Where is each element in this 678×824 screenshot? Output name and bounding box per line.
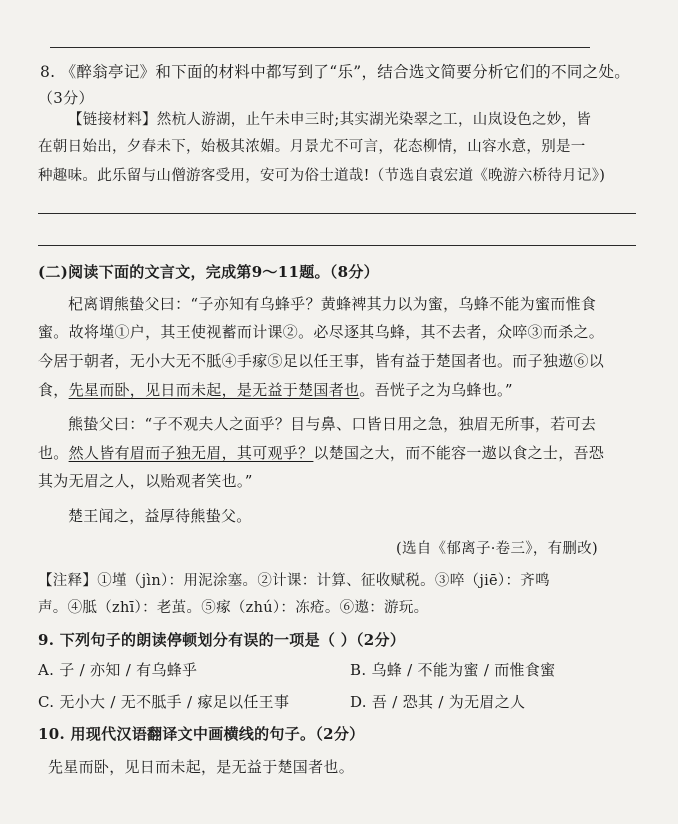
q9-stem: 9. 下列句子的朗读停顿划分有误的一项是（ ）（2分） <box>38 631 406 649</box>
q10-sentence: 先星而卧，见日而未起，是无益于楚国者也。 <box>48 758 355 776</box>
top-rule <box>50 47 590 48</box>
underlined-sentence-2: 然人皆有眉而子独无眉，其可观乎？ <box>68 444 314 462</box>
passage-p1-line-1: 杞离谓熊蛰父曰：“子亦知有乌蜂乎？黄蜂裨其力以为蜜，乌蜂不能为蜜而惟食 <box>68 295 597 313</box>
passage-p3: 楚王闻之，益厚待熊蛰父。 <box>68 507 252 525</box>
notes-line-2: 声。④胝（zhī）：老茧。⑤瘃（zhú）：冻疮。⑥遨：游玩。 <box>38 600 429 616</box>
passage-p2-line-3: 其为无眉之人，以贻观者笑也。” <box>38 472 253 490</box>
underlined-sentence-1: 先星而卧，见日而未起，是无益于楚国者也 <box>68 381 360 399</box>
q8-material-line-1: 【链接材料】然杭人游湖，止午未申三时;其实湖光染翠之工，山岚设色之妙，皆 <box>68 112 592 128</box>
q8-points: （3分） <box>38 89 94 107</box>
q8-material-line-3: 种趣味。此乐留与山僧游客受用，安可为俗士道哉!（节选自袁宏道《晚游六桥待月记》) <box>38 168 606 184</box>
q9-option-b: B. 乌蜂 / 不能为蜜 / 而惟食蜜 <box>350 661 556 679</box>
p2-line-2-prefix: 也。 <box>38 444 69 462</box>
notes-line-1: 【注释】①墐（jìn）：用泥涂塞。②计课：计算、征收赋税。③啐（jiē）：齐鸣 <box>38 573 550 589</box>
section-2-heading: (二)阅读下面的文言文，完成第9～11题。（8分） <box>38 263 379 281</box>
q9-option-a: A. 子 / 亦知 / 有乌蜂乎 <box>38 661 198 679</box>
passage-p2-line-1: 熊蛰父曰：“子不观夫人之面乎？目与鼻、口皆日用之急，独眉无所事，若可去 <box>68 415 597 433</box>
source-citation: (选自《郁离子·卷三》，有删改) <box>396 541 598 557</box>
passage-p1-line-2: 蜜。故将墐①户，其王使视蓄而计课②。必尽逐其乌蜂，其不去者，众啐③而杀之。 <box>38 323 605 341</box>
passage-p1-line-3: 今居于朝者，无小大无不胝④手瘃⑤足以任王事，皆有益于楚国者也。而子独遨⑥以 <box>38 352 605 370</box>
q9-option-c: C. 无小大 / 无不胝手 / 瘃足以任王事 <box>38 693 290 711</box>
answer-line-1 <box>38 213 636 214</box>
p1-line-4-suffix: 。吾恍子之为乌蜂也。” <box>359 381 513 399</box>
p1-line-4-prefix: 食， <box>38 381 69 399</box>
q9-option-d: D. 吾 / 恐其 / 为无眉之人 <box>350 693 526 711</box>
answer-line-2 <box>38 245 636 246</box>
passage-p1-line-4 <box>38 380 513 400</box>
q10-stem: 10. 用现代汉语翻译文中画横线的句子。（2分） <box>38 725 365 743</box>
p2-line-2-suffix: 以楚国之大，而不能容一遨以食之士，吾恐 <box>313 444 605 462</box>
q8-material-line-2: 在朝日始出，夕春未下，始极其浓媚。月景尤不可言，花态柳情，山容水意，别是一 <box>38 139 586 155</box>
q8-stem: 8. 《醉翁亭记》和下面的材料中都写到了“乐”，结合选文简要分析它们的不同之处。 <box>40 63 631 81</box>
passage-p2-line-2 <box>38 443 604 463</box>
